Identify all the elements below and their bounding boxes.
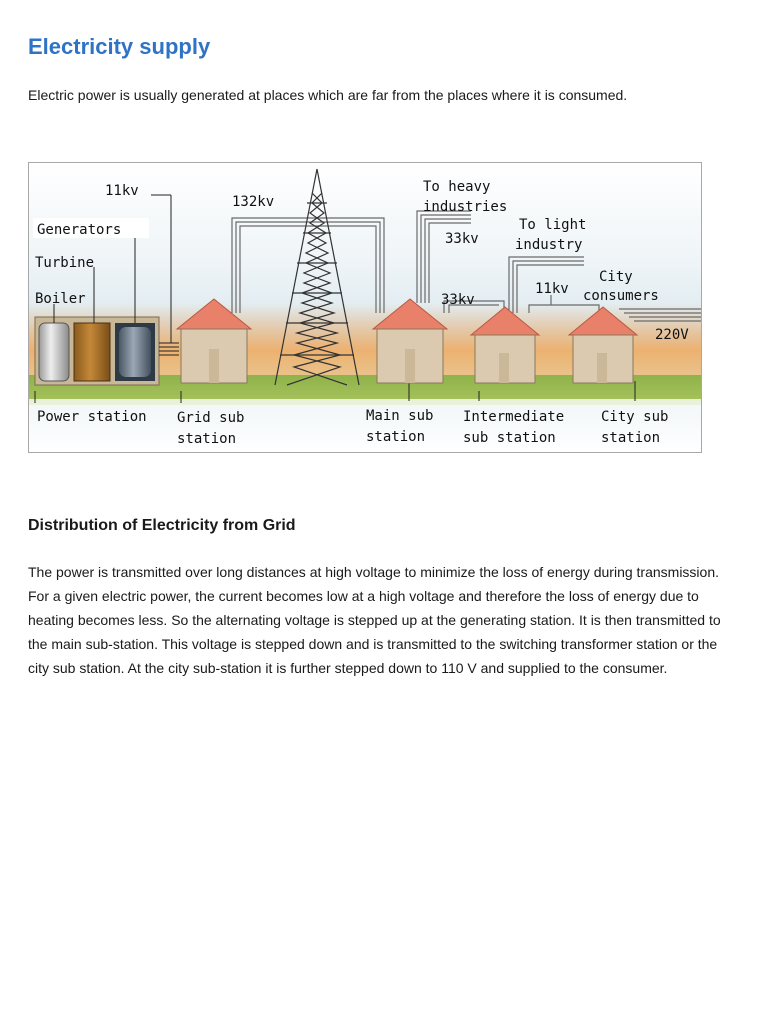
label-generators: Generators bbox=[37, 222, 122, 238]
label-intermediate-2: sub station bbox=[463, 430, 556, 446]
label-city-sub-1: City sub bbox=[601, 409, 669, 425]
label-132kv: 132kv bbox=[232, 194, 275, 210]
intro-paragraph: Electric power is usually generated at places which are far from the places where it is consumed. bbox=[28, 87, 628, 103]
label-33kv-mid: 33kv bbox=[441, 292, 475, 308]
label-220v: 220V bbox=[655, 327, 689, 343]
label-grid-sub-1: Grid sub bbox=[177, 410, 245, 426]
generator-unit bbox=[119, 327, 151, 377]
label-turbine: Turbine bbox=[35, 255, 95, 271]
section-body-paragraph: The power is transmitted over long distances at high voltage to minimize the loss of energy during transmission. For a given electric power, the current becomes low at a high voltage and therefore the loss of energy due to heating becomes less. So the alternating voltage is stepped up at the generating station. It is then transmitted to the main sub-station. This voltage is stepped down and is transmitted to the switching transformer station or the city sub station. At the city sub-station it is further stepped down to 110 V and supplied to the consumer. bbox=[28, 564, 721, 676]
label-11kv-left: 11kv bbox=[105, 183, 139, 199]
label-city-sub-2: station bbox=[601, 430, 661, 446]
label-main-sub-2: station bbox=[366, 429, 426, 445]
label-to-light-2: industry bbox=[515, 237, 583, 253]
label-grid-sub-2: station bbox=[177, 431, 237, 447]
power-station bbox=[35, 317, 159, 385]
label-to-light-1: To light bbox=[519, 217, 587, 233]
label-boiler: Boiler bbox=[35, 291, 86, 307]
label-main-sub-1: Main sub bbox=[366, 408, 434, 424]
label-city-2: consumers bbox=[583, 288, 659, 304]
label-to-heavy-1: To heavy bbox=[423, 179, 491, 195]
label-city-1: City bbox=[599, 269, 633, 285]
turbine-unit bbox=[74, 323, 110, 381]
section-heading: Distribution of Electricity from Grid bbox=[28, 517, 296, 534]
label-to-heavy-2: industries bbox=[423, 199, 508, 215]
electricity-supply-diagram bbox=[28, 162, 702, 453]
diagram-canvas bbox=[29, 163, 701, 452]
boiler-drum bbox=[39, 323, 69, 381]
label-intermediate-1: Intermediate bbox=[463, 409, 565, 425]
label-33kv-top: 33kv bbox=[445, 231, 479, 247]
label-power-station: Power station bbox=[37, 409, 147, 425]
label-11kv-right: 11kv bbox=[535, 281, 569, 297]
page-title: Electricity supply bbox=[28, 34, 211, 59]
